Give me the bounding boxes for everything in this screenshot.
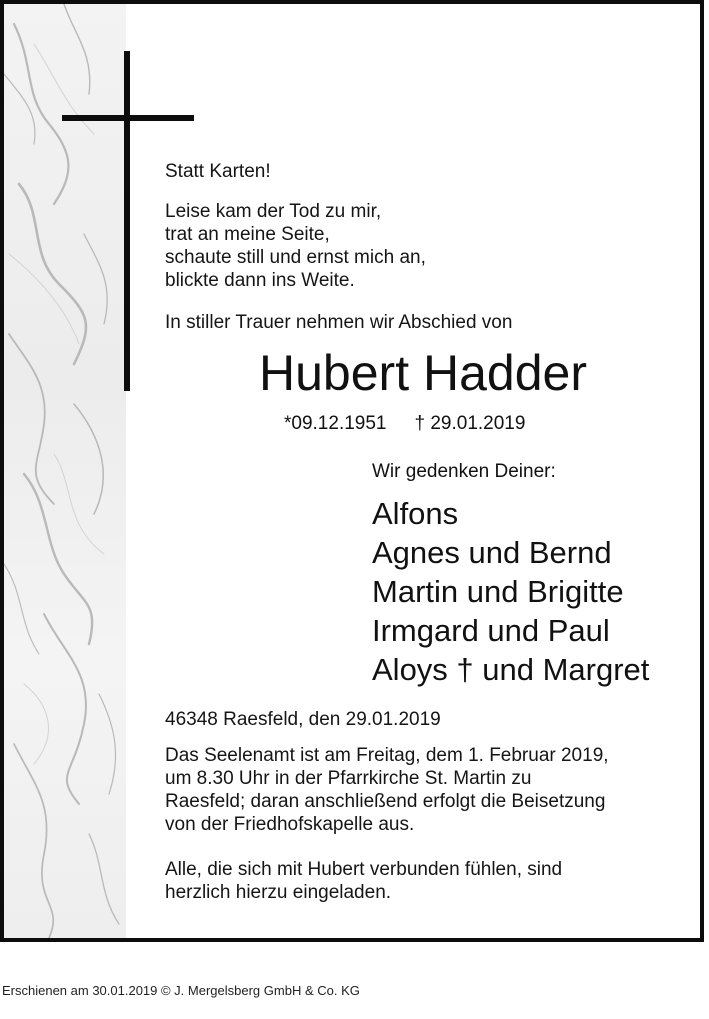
service-line: von der Friedhofskapelle aus. [165, 814, 415, 835]
poem [165, 200, 426, 292]
mourning-line: In stiller Trauer nehmen wir Abschied von [165, 312, 513, 333]
birth-date: *09.12.1951 [284, 413, 387, 434]
family-member: Martin und Brigitte [372, 574, 624, 609]
family-member: Alfons [372, 496, 459, 531]
intro-line: Statt Karten! [165, 161, 271, 182]
marble-panel [4, 4, 126, 938]
service-line: um 8.30 Uhr in der Pfarrkirche St. Martin zu [165, 768, 532, 789]
remembrance-line: Wir gedenken Deiner: [372, 461, 556, 482]
family-member: Aloys † und Margret [372, 652, 650, 687]
invitation-line: herzlich hierzu eingeladen. [165, 882, 392, 903]
life-dates [284, 412, 525, 435]
death-date: † 29.01.2019 [414, 413, 526, 434]
service-line: Raesfeld; daran anschließend erfolgt die Beisetzung [165, 791, 606, 812]
service-line: Das Seelenamt ist am Freitag, dem 1. Februar 2019, [165, 745, 609, 766]
place-date: 46348 Raesfeld, den 29.01.2019 [165, 709, 441, 730]
poem-line: Leise kam der Tod zu mir, [165, 201, 382, 222]
invitation-line: Alle, die sich mit Hubert verbunden fühlen, sind [165, 859, 563, 880]
poem-line: schaute still und ernst mich an, [165, 247, 426, 268]
family-member: Agnes und Bernd [372, 535, 612, 570]
cross-post [124, 51, 130, 391]
family-member: Irmgard und Paul [372, 613, 610, 648]
poem-line: blickte dann ins Weite. [165, 270, 355, 291]
publication-footer: Erschienen am 30.01.2019 © J. Mergelsberg GmbH & Co. KG [2, 983, 360, 998]
deceased-name: Hubert Hadder [259, 345, 587, 401]
poem-line: trat an meine Seite, [165, 224, 330, 245]
marble-veins-image [4, 4, 126, 938]
family-list [372, 494, 649, 689]
invitation [165, 858, 562, 904]
service-details [165, 744, 609, 836]
